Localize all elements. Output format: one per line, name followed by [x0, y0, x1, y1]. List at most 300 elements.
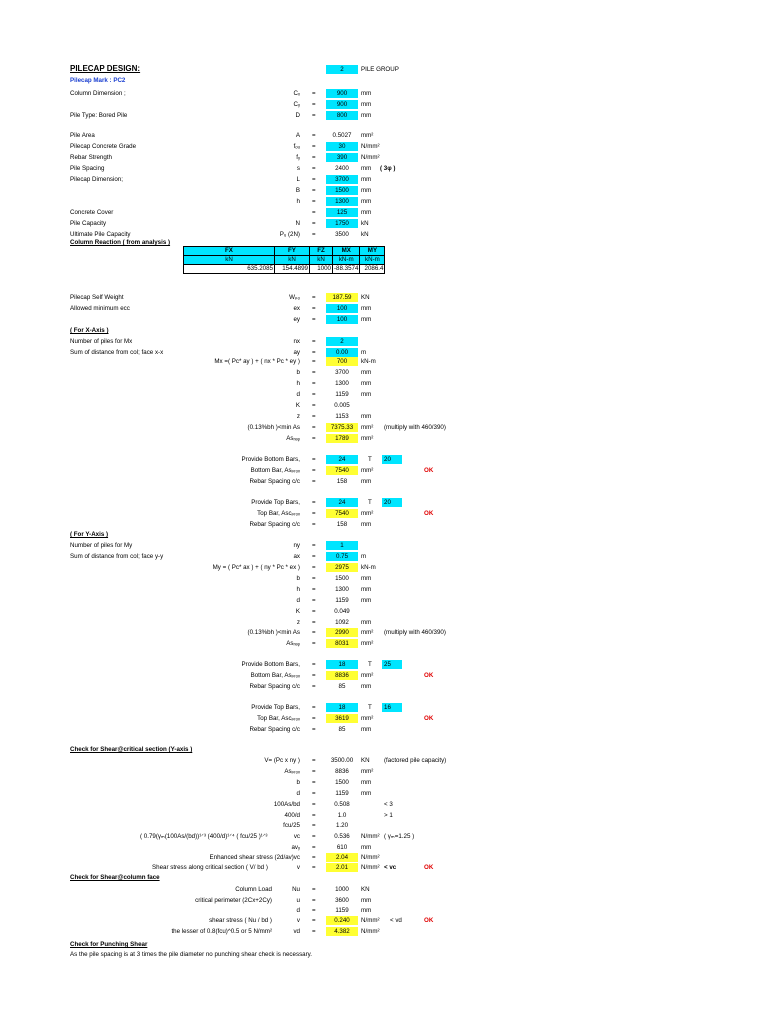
shear-symbol: V= (Pc x ny )	[264, 757, 300, 764]
shear-value: 1.0	[337, 812, 347, 819]
y-axis-row-unit: mm²	[361, 640, 374, 647]
x-bottom-bars-bar-size[interactable]: 20	[382, 455, 402, 464]
shear-symbol: b	[296, 779, 300, 786]
reaction-value[interactable]: 2086.4	[360, 265, 385, 274]
y-top-bars-label: Rebar Spacing c/c	[249, 726, 300, 733]
x-multiply-note: (multiply with 460/390)	[384, 424, 446, 431]
self-weight-row-symbol: ex	[293, 305, 300, 312]
input-row-unit: mm	[361, 90, 372, 97]
y-axis-row-symbol: b	[296, 575, 300, 582]
shear-value: 2.01	[326, 863, 358, 872]
x-bottom-bars-equals: =	[312, 456, 316, 463]
y-axis-row-equals: =	[312, 575, 316, 582]
shear-value: 610	[336, 844, 348, 851]
x-bottom-bars-value: 158	[336, 478, 348, 485]
y-top-bars-unit: mm²	[361, 715, 374, 722]
shear-unit: N/mm²	[361, 833, 380, 840]
self-weight-row-unit: KN	[361, 294, 370, 301]
y-axis-row-value: 0.049	[334, 608, 350, 615]
input-row-unit: mm	[361, 198, 372, 205]
x-axis-row-value: 1300	[335, 380, 349, 387]
y-bottom-bars-ok-status: OK	[424, 672, 434, 679]
y-axis-row-symbol: h	[296, 586, 300, 593]
column-face-value: 1159	[335, 907, 349, 914]
pile-count-cell[interactable]: 2	[326, 65, 358, 74]
input-row-symbol: Pᵤ (2N)	[279, 231, 300, 238]
x-axis-row-label: Sum of distance from col; face x-x	[70, 349, 164, 356]
reaction-unit: kN-m	[333, 256, 360, 265]
y-top-bars-bar-size[interactable]: 16	[382, 703, 402, 712]
shear-symbol: v	[296, 864, 300, 871]
input-row-unit: kN	[361, 231, 369, 238]
y-axis-row-equals: =	[312, 542, 316, 549]
x-axis-row-value: 7375.33	[326, 423, 358, 432]
x-axis-row-unit: mm	[361, 369, 372, 376]
y-axis-row-value: 1159	[335, 597, 349, 604]
input-row-unit: N/mm²	[361, 154, 380, 161]
x-axis-row-unit: mm²	[361, 424, 374, 431]
input-row-unit: mm	[361, 209, 372, 216]
y-top-bars-equals: =	[312, 715, 316, 722]
shear-equals: =	[312, 801, 316, 808]
x-axis-row-unit: mm	[361, 391, 372, 398]
self-weight-row-symbol: ey	[293, 316, 300, 323]
y-bottom-bars-bar-size[interactable]: 25	[382, 660, 402, 669]
y-axis-row-value: 1092	[335, 619, 349, 626]
x-axis-row-unit: mm	[361, 413, 372, 420]
x-axis-row-symbol: ay	[293, 349, 300, 356]
input-row-value[interactable]: 800	[326, 111, 358, 120]
shear-unit: mm	[361, 779, 372, 786]
x-top-bars-unit: mm	[361, 521, 372, 528]
shear-unit: KN	[361, 757, 370, 764]
shear-equals: =	[312, 812, 316, 819]
column-face-unit: KN	[361, 886, 370, 893]
reaction-value[interactable]: -88.3574	[334, 265, 359, 272]
shear-unit: mm²	[361, 768, 374, 775]
x-top-bars-bar-size[interactable]: 20	[382, 498, 402, 507]
shear-symbol: Asₚᵣₒᵥ	[284, 768, 300, 775]
shear-value: 3500.00	[330, 757, 354, 764]
reaction-unit: kN-m	[360, 256, 385, 265]
x-axis-row-equals: =	[312, 369, 316, 376]
y-axis-row-equals: =	[312, 629, 316, 636]
y-axis-row-symbol: ny	[293, 542, 300, 549]
x-bottom-bars-unit: mm²	[361, 467, 374, 474]
x-axis-row-equals: =	[312, 402, 316, 409]
y-axis-row-symbol: d	[296, 597, 300, 604]
input-row-value[interactable]: 390	[326, 153, 358, 162]
x-bottom-bars-label: Bottom Bar, Asₚᵣₒᵥ	[250, 467, 300, 474]
x-axis-row-symbol: d	[296, 391, 300, 398]
input-row-value[interactable]: 125	[326, 208, 358, 217]
x-axis-row-equals: =	[312, 358, 316, 365]
x-axis-row-value: 0.005	[334, 402, 350, 409]
column-face-value: 1000	[335, 886, 349, 893]
input-row-equals: =	[312, 90, 316, 97]
reaction-table	[183, 246, 385, 274]
reaction-value[interactable]: 154.4899	[275, 265, 310, 274]
x-axis-row-value: 1159	[335, 391, 349, 398]
x-top-bars-unit: mm²	[361, 510, 374, 517]
input-row-equals: =	[312, 231, 316, 238]
x-axis-row-equals: =	[312, 435, 316, 442]
y-bottom-bars-equals: =	[312, 672, 316, 679]
shear-note: > 1	[384, 812, 393, 819]
shear-symbol: Enhanced shear stress (2d/av)vc	[209, 854, 300, 861]
reaction-header: FY	[275, 247, 310, 256]
y-axis-row-value[interactable]: 0.75	[326, 552, 358, 561]
input-row-unit: mm	[361, 112, 372, 119]
y-bottom-bars-equals: =	[312, 661, 316, 668]
y-axis-row-symbol: K	[295, 608, 300, 615]
shear-value: 2.04	[326, 853, 358, 862]
input-row-value: 3500	[335, 231, 349, 238]
shear-equals: =	[312, 757, 316, 764]
x-axis-row-label: Number of piles for Mx	[70, 338, 133, 345]
y-axis-row-value: 1300	[335, 586, 349, 593]
column-face-unit: mm	[361, 907, 372, 914]
spacing-note: ( 3φ )	[380, 165, 396, 172]
y-bottom-bars-value: 85	[338, 683, 346, 690]
vc-formula: ( 0.79(γₘ(100As/(bd))¹ᐟ³ (400/d)¹ᐟ⁴ ( fcu/25 )¹ᐟ³	[140, 833, 268, 840]
y-axis-row-unit: mm	[361, 586, 372, 593]
shear-symbol: d	[296, 790, 300, 797]
y-axis-row-symbol: Asᵣₑᵩ	[286, 640, 300, 647]
input-row-equals: =	[312, 187, 316, 194]
x-top-bars-equals: =	[312, 499, 316, 506]
column-face-unit: mm	[361, 897, 372, 904]
column-face-label: Column Load	[235, 886, 272, 893]
x-top-bars-bar-type: T	[368, 499, 372, 506]
input-row-symbol: s	[296, 165, 300, 172]
y-top-bars-value: 85	[338, 726, 346, 733]
y-multiply-note: (multiply with 460/390)	[384, 629, 446, 636]
y-axis-row-value: 1500	[335, 575, 349, 582]
x-bottom-bars-bar-type: T	[368, 456, 372, 463]
self-weight-row-equals: =	[312, 316, 316, 323]
x-axis-row-equals: =	[312, 424, 316, 431]
shear-value: 1159	[335, 790, 349, 797]
input-row-value[interactable]: 1750	[326, 219, 358, 228]
input-row-value[interactable]: 900	[326, 89, 358, 98]
column-face-ok-status: OK	[424, 917, 434, 924]
y-axis-row-value: 2975	[326, 563, 358, 572]
reaction-unit: kN	[184, 256, 275, 265]
x-axis-row-equals: =	[312, 338, 316, 345]
input-row-label: Pile Area	[70, 132, 95, 139]
y-bottom-bars-label: Provide Bottom Bars,	[241, 661, 300, 668]
y-top-bars-bar-type: T	[368, 704, 372, 711]
y-axis-row-label: Sum of distance from col; face y-y	[70, 553, 164, 560]
y-top-bars-equals: =	[312, 726, 316, 733]
column-face-unit: N/mm²	[361, 917, 380, 924]
x-axis-row-unit: kN-m	[361, 358, 376, 365]
input-row-symbol: D	[295, 112, 300, 119]
x-bottom-bars-equals: =	[312, 467, 316, 474]
input-row-symbol: fᵧ	[296, 154, 300, 161]
shear-unit: N/mm²	[361, 864, 380, 871]
x-bottom-bars-unit: mm	[361, 478, 372, 485]
shear-equals: =	[312, 779, 316, 786]
shear-symbol: avᵧ	[291, 844, 300, 851]
x-top-bars-label: Top Bar, Ascₚᵣₒᵥ	[257, 510, 300, 517]
shear-value: 0.508	[334, 801, 350, 808]
reaction-header: FZ	[310, 247, 333, 256]
y-bottom-bars-label: Bottom Bar, Asₚᵣₒᵥ	[250, 672, 300, 679]
x-bottom-bars-value: 7540	[326, 466, 358, 475]
input-row-label: Pile Type: Bored Pile	[70, 112, 128, 119]
input-row-symbol: A	[295, 132, 300, 139]
input-row-value[interactable]: 30	[326, 142, 358, 151]
self-weight-row-equals: =	[312, 305, 316, 312]
reaction-value[interactable]: 1000	[310, 265, 333, 274]
input-row-label: Ultimate Pile Capacity	[70, 231, 131, 238]
y-bottom-bars-value: 8836	[326, 671, 358, 680]
input-row-symbol: B	[295, 187, 300, 194]
shear-ok-status: OK	[424, 864, 434, 871]
y-bottom-bars-unit: mm	[361, 683, 372, 690]
shear-equals: =	[312, 822, 316, 829]
input-row-value: 2400	[335, 165, 349, 172]
column-face-symbol: Nu	[292, 886, 300, 893]
shear-symbol: vc	[293, 833, 300, 840]
y-axis-row-symbol: z	[296, 619, 300, 626]
self-weight-row-equals: =	[312, 294, 316, 301]
input-row-equals: =	[312, 154, 316, 161]
shear-unit: mm	[361, 844, 372, 851]
punching-note: As the pile spacing is at 3 times the pile diameter no punching shear check is necessary.	[70, 951, 313, 958]
input-row-symbol: N	[295, 220, 300, 227]
x-axis-row-value: 700	[326, 357, 358, 366]
input-row-unit: mm²	[361, 132, 374, 139]
column-face-value: 3600	[335, 897, 349, 904]
y-axis-row-unit: mm	[361, 575, 372, 582]
self-weight-row-label: Allowed minimum ecc	[70, 305, 130, 312]
input-row-unit: kN	[361, 220, 369, 227]
shear-equals: =	[312, 833, 316, 840]
input-row-value[interactable]: 900	[326, 100, 358, 109]
column-face-label: shear stress ( Nu / bd )	[209, 917, 272, 924]
input-row-equals: =	[312, 209, 316, 216]
shear-value: 1.20	[335, 822, 349, 829]
column-face-symbol: vd	[293, 928, 300, 935]
x-axis-row-symbol: (0.13%bh )<min As	[247, 424, 300, 431]
self-weight-row-unit: mm	[361, 316, 372, 323]
x-axis-row-symbol: Asᵣₑᵩ	[286, 435, 300, 442]
x-axis-row-symbol: z	[296, 413, 300, 420]
column-face-symbol: v	[296, 917, 300, 924]
y-top-bars-equals: =	[312, 704, 316, 711]
y-top-bars-value[interactable]: 18	[326, 703, 358, 712]
column-face-unit: N/mm²	[361, 928, 380, 935]
input-row-label: Pile Spacing	[70, 165, 105, 172]
y-axis-row-equals: =	[312, 619, 316, 626]
reaction-header: FX	[184, 247, 275, 256]
x-axis-row-equals: =	[312, 349, 316, 356]
x-top-bars-value[interactable]: 24	[326, 498, 358, 507]
column-face-equals: =	[312, 907, 316, 914]
column-face-value: 4.382	[326, 927, 358, 936]
punching-title: Check for Punching Shear	[70, 941, 148, 948]
x-axis-row-unit: mm²	[361, 435, 374, 442]
column-face-symbol: u	[296, 897, 300, 904]
y-top-bars-ok-status: OK	[424, 715, 434, 722]
column-face-label: critical perimeter (2Cx+2Cy)	[195, 897, 272, 904]
shear-note: < 3	[384, 801, 393, 808]
input-row-equals: =	[312, 143, 316, 150]
input-row-unit: mm	[361, 187, 372, 194]
self-weight-row-label: Pilecap Self Weight	[70, 294, 124, 301]
x-bottom-bars-label: Provide Bottom Bars,	[241, 456, 300, 463]
y-bottom-bars-value[interactable]: 18	[326, 660, 358, 669]
y-axis-row-value[interactable]: 1	[326, 541, 358, 550]
x-axis-row-value: 1153	[335, 413, 349, 420]
page-title: PILECAP DESIGN:	[70, 64, 141, 73]
input-row-unit: mm	[361, 101, 372, 108]
input-row-label: Pile Capacity	[70, 220, 107, 227]
y-axis-row-equals: =	[312, 553, 316, 560]
x-axis-row-value[interactable]: 2	[326, 337, 358, 346]
shear-symbol: 400/d	[284, 812, 300, 819]
x-axis-row-unit: m	[361, 349, 367, 356]
x-axis-title: ( For X-Axis )	[70, 327, 109, 334]
shear-equals: =	[312, 844, 316, 851]
y-axis-row-unit: mm	[361, 619, 372, 626]
x-top-bars-label: Rebar Spacing c/c	[249, 521, 300, 528]
y-axis-row-value: 8031	[326, 639, 358, 648]
reaction-header: MY	[360, 247, 385, 256]
x-axis-row-symbol: b	[296, 369, 300, 376]
input-row-symbol: Cᵧ	[293, 101, 300, 108]
input-row-symbol: L	[296, 176, 300, 183]
y-top-bars-label: Provide Top Bars,	[251, 704, 300, 711]
x-bottom-bars-value[interactable]: 24	[326, 455, 358, 464]
x-axis-row-value: 3700	[335, 369, 349, 376]
input-row-equals: =	[312, 198, 316, 205]
reaction-title: Column Reaction ( from analysis )	[70, 239, 171, 246]
shear-value: 8836	[335, 768, 349, 775]
input-row-equals: =	[312, 220, 316, 227]
shear-value: 1500	[335, 779, 349, 786]
y-top-bars-unit: mm	[361, 726, 372, 733]
column-face-title: Check for Shear@column face	[70, 874, 160, 881]
column-face-equals: =	[312, 897, 316, 904]
column-face-label: the lesser of 0.8(fcu)^0.5 or 5 N/mm²	[171, 928, 272, 935]
input-row-equals: =	[312, 165, 316, 172]
shear-equals: =	[312, 768, 316, 775]
x-axis-row-value: 1789	[326, 434, 358, 443]
shear-equals: =	[312, 790, 316, 797]
x-axis-row-equals: =	[312, 380, 316, 387]
input-row-equals: =	[312, 112, 316, 119]
x-axis-row-value[interactable]: 0.00	[326, 348, 358, 357]
y-top-bars-label: Top Bar, Ascₚᵣₒᵥ	[257, 715, 300, 722]
y-top-bars-value: 3619	[326, 714, 358, 723]
input-row-label: Pilecap Dimension;	[70, 176, 123, 183]
input-row-equals: =	[312, 176, 316, 183]
y-bottom-bars-unit: mm²	[361, 672, 374, 679]
y-bottom-bars-label: Rebar Spacing c/c	[249, 683, 300, 690]
x-axis-row-symbol: K	[295, 402, 300, 409]
self-weight-row-symbol: Wₚₒ	[289, 294, 300, 301]
column-face-note: < vd	[390, 917, 402, 924]
y-axis-row-symbol: (0.13%bh )<min As	[247, 629, 300, 636]
input-row-value[interactable]: 1500	[326, 186, 358, 195]
y-axis-row-label: Number of piles for My	[70, 542, 133, 549]
x-axis-row-symbol: nx	[293, 338, 300, 345]
input-row-symbol: fₒᵤ	[293, 143, 300, 150]
pilecap-mark: Pilecap Mark : PC2	[70, 77, 126, 84]
input-row-unit: mm	[361, 165, 372, 172]
column-face-equals: =	[312, 917, 316, 924]
input-row-equals: =	[312, 132, 316, 139]
x-top-bars-equals: =	[312, 510, 316, 517]
y-axis-row-unit: mm²	[361, 629, 374, 636]
input-row-label: Concrete Cover	[70, 209, 114, 216]
input-row-label: Column Dimension ;	[70, 90, 126, 97]
input-row-symbol: h	[296, 198, 300, 205]
x-top-bars-label: Provide Top Bars,	[251, 499, 300, 506]
column-face-value: 0.240	[326, 916, 358, 925]
y-bottom-bars-bar-type: T	[368, 661, 372, 668]
x-top-bars-ok-status: OK	[424, 510, 434, 517]
x-axis-row-symbol: h	[296, 380, 300, 387]
shear-note: (factored pile capacity)	[384, 757, 447, 764]
shear-equals: =	[312, 864, 316, 871]
column-face-symbol: d	[296, 907, 300, 914]
pile-group-label: PILE GROUP	[361, 66, 399, 73]
input-row-symbol: Cₓ	[293, 90, 300, 97]
x-axis-row-symbol: Mx =( Pc* ay ) + ( nx * Pc * ey )	[214, 358, 300, 365]
y-axis-row-unit: m	[361, 553, 367, 560]
column-face-equals: =	[312, 886, 316, 893]
self-weight-row-value: 187.59	[326, 293, 358, 302]
y-bottom-bars-equals: =	[312, 683, 316, 690]
x-top-bars-value: 7540	[326, 509, 358, 518]
reaction-unit: kN	[310, 256, 333, 265]
input-row-unit: N/mm²	[361, 143, 380, 150]
reaction-unit: kN	[275, 256, 310, 265]
x-top-bars-value: 158	[336, 521, 348, 528]
shear-symbol: 100As/bd	[273, 801, 300, 808]
x-axis-row-equals: =	[312, 413, 316, 420]
x-bottom-bars-ok-status: OK	[424, 467, 434, 474]
input-row-value[interactable]: 1300	[326, 197, 358, 206]
column-face-equals: =	[312, 928, 316, 935]
x-axis-row-equals: =	[312, 391, 316, 398]
reaction-header: MX	[333, 247, 360, 256]
self-weight-row-value[interactable]: 100	[326, 304, 358, 313]
shear-title: Check for Shear@critical section (Y-axis )	[70, 746, 193, 753]
y-axis-row-unit: mm	[361, 597, 372, 604]
input-row-label: Rebar Strength	[70, 154, 112, 161]
reaction-value[interactable]: 635.2085	[184, 265, 275, 274]
y-axis-row-value: 2990	[326, 628, 358, 637]
x-axis-row-unit: mm	[361, 380, 372, 387]
input-row-unit: mm	[361, 176, 372, 183]
input-row-label: Pilecap Concrete Grade	[70, 143, 137, 150]
x-bottom-bars-label: Rebar Spacing c/c	[249, 478, 300, 485]
input-row-value[interactable]: 3700	[326, 175, 358, 184]
y-axis-row-equals: =	[312, 586, 316, 593]
self-weight-row-unit: mm	[361, 305, 372, 312]
y-axis-row-equals: =	[312, 608, 316, 615]
y-axis-row-symbol: ax	[293, 553, 300, 560]
self-weight-row-value[interactable]: 100	[326, 315, 358, 324]
input-row-value: 0.5027	[332, 132, 352, 139]
y-axis-row-unit: kN-m	[361, 564, 376, 571]
